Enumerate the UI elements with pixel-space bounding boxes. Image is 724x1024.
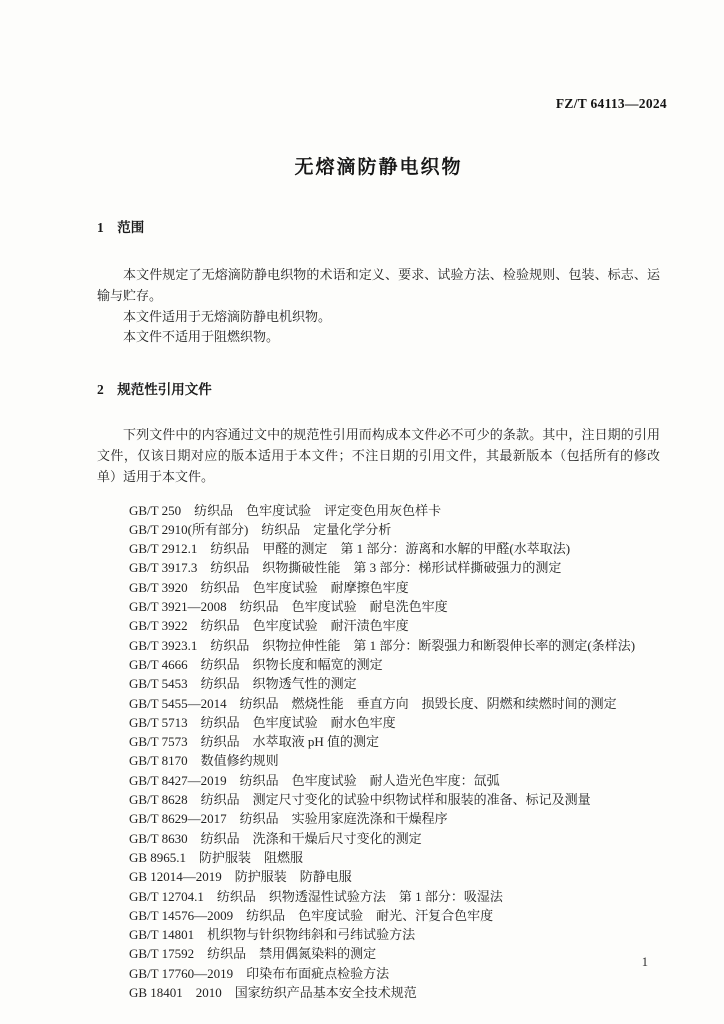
reference-item: GB/T 8629—2017 纺织品 实验用家庭洗涤和干燥程序 bbox=[129, 811, 448, 827]
references-intro-wrap bbox=[97, 425, 660, 487]
section-heading-references: 2 规范性引用文件 bbox=[97, 382, 212, 398]
reference-item: GB/T 2912.1 纺织品 甲醛的测定 第 1 部分：游离和水解的甲醛(水萃取法) bbox=[129, 541, 571, 557]
scope-paragraphs bbox=[97, 265, 660, 348]
reference-item: GB/T 8628 纺织品 测定尺寸变化的试验中织物试样和服装的准备、标记及测量 bbox=[129, 792, 591, 808]
scope-paragraph: 本文件不适用于阻燃织物。 bbox=[123, 329, 280, 345]
scope-paragraph: 本文件规定了无熔滴防静电织物的术语和定义、要求、试验方法、检验规则、包装、标志、运输与贮存。 bbox=[97, 267, 660, 303]
reference-item: GB/T 8630 纺织品 洗涤和干燥后尺寸变化的测定 bbox=[129, 830, 422, 846]
reference-item: GB/T 14801 机织物与针织物纬斜和弓纬试验方法 bbox=[129, 927, 416, 943]
reference-item: GB/T 14576—2009 纺织品 色牢度试验 耐光、汗复合色牢度 bbox=[129, 907, 494, 923]
reference-item: GB 18401 2010 国家纺织产品基本安全技术规范 bbox=[129, 985, 417, 1000]
references-list bbox=[97, 501, 660, 1003]
reference-item: GB/T 8170 数值修约规则 bbox=[129, 753, 279, 769]
page-number: 1 bbox=[641, 955, 648, 969]
reference-item: GB 12014—2019 防护服装 防静电服 bbox=[129, 869, 352, 885]
reference-item: GB 8965.1 防护服装 阻燃服 bbox=[129, 849, 304, 865]
reference-item: GB/T 5453 纺织品 织物透气性的测定 bbox=[129, 676, 357, 692]
reference-item: GB/T 3923.1 纺织品 织物拉伸性能 第 1 部分：断裂强力和断裂伸长率的测定(条样法) bbox=[129, 637, 636, 653]
reference-item: GB/T 4666 纺织品 织物长度和幅宽的测定 bbox=[129, 656, 383, 672]
reference-item: GB/T 5713 纺织品 色牢度试验 耐水色牢度 bbox=[129, 714, 396, 730]
reference-item: GB/T 3921—2008 纺织品 色牢度试验 耐皂洗色牢度 bbox=[129, 599, 448, 615]
reference-item: GB/T 17760—2019 印染布布面疵点检验方法 bbox=[129, 965, 390, 981]
reference-item: GB/T 7573 纺织品 水萃取液 pH 值的测定 bbox=[129, 734, 380, 750]
reference-item: GB/T 8427—2019 纺织品 色牢度试验 耐人造光色牢度：氙弧 bbox=[129, 772, 500, 788]
reference-item: GB/T 3922 纺织品 色牢度试验 耐汗渍色牢度 bbox=[129, 618, 409, 634]
reference-item: GB/T 3917.3 纺织品 织物撕破性能 第 3 部分：梯形试样撕破强力的测定 bbox=[129, 560, 562, 576]
reference-item: GB/T 3920 纺织品 色牢度试验 耐摩擦色牢度 bbox=[129, 579, 409, 595]
page-content bbox=[97, 0, 660, 1002]
reference-item: GB/T 2910(所有部分) 纺织品 定量化学分析 bbox=[129, 521, 392, 537]
reference-item: GB/T 17592 纺织品 禁用偶氮染料的测定 bbox=[129, 946, 377, 962]
section-heading-scope: 1 范围 bbox=[97, 220, 145, 235]
references-intro: 下列文件中的内容通过文中的规范性引用而构成本文件必不可少的条款。其中，注日期的引用文件，仅该日期对应的版本适用于本文件；不注日期的引用文件，其最新版本（包括所有的修改单）适用于本文件。 bbox=[97, 427, 660, 484]
doc-number: FZ/T 64113—2024 bbox=[555, 96, 667, 111]
reference-item: GB/T 5455—2014 纺织品 燃烧性能 垂直方向 损毁长度、阴燃和续燃时间的测定 bbox=[129, 695, 617, 711]
scope-paragraph: 本文件适用于无熔滴防静电机织物。 bbox=[123, 308, 332, 324]
page-title: 无熔滴防静电织物 bbox=[294, 157, 463, 178]
reference-item: GB/T 250 纺织品 色牢度试验 评定变色用灰色样卡 bbox=[129, 502, 442, 518]
reference-item: GB/T 12704.1 纺织品 织物透湿性试验方法 第 1 部分：吸湿法 bbox=[129, 888, 503, 904]
